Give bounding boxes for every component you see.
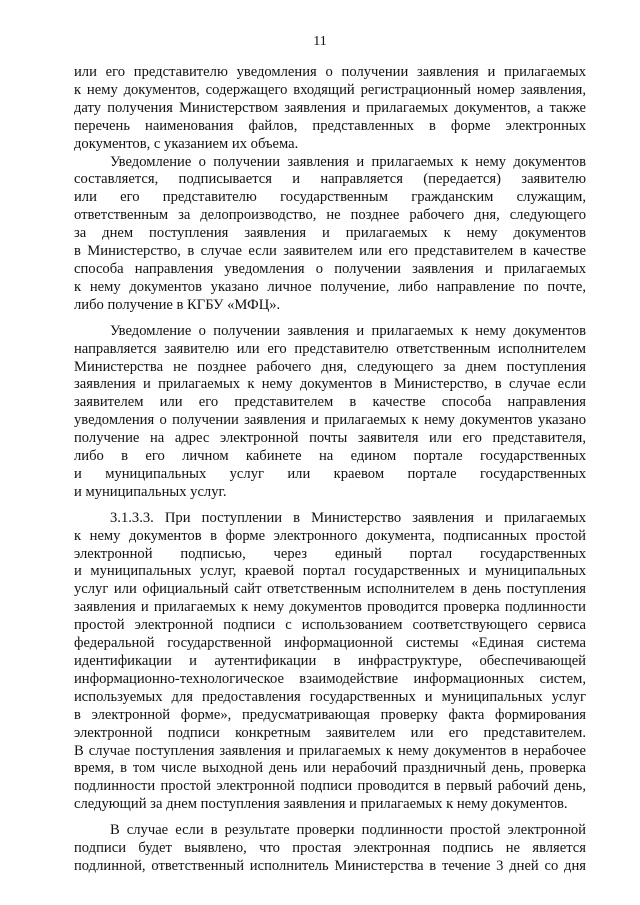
text-line: или его представителю уведомления о получении заявления и прилагаемых [74,64,586,80]
paragraph [74,510,586,814]
text-line: услуг или официальный сайт ответственным исполнителем в день поступления [74,581,586,598]
paragraph [74,154,586,315]
text-line: уведомления о получении заявления и прилагаемых к нему документов указано [74,412,586,429]
paragraph [74,323,586,502]
text-line: способа направления уведомления о получении заявления и прилагаемых [74,260,586,277]
text-line: заявителем или его представителем в качестве способа направления [74,394,586,411]
text-line: электронной подписью, через единый портал государственных [74,545,586,562]
text-line: заявления и прилагаемых к нему документов в Министерство, в случае если [74,376,586,393]
text-line: или его представителю государственным гражданским служащим, [74,189,586,206]
text-line: время, в том числе выходной день или нерабочий праздничный день, проверка [74,760,586,777]
text-line: перечень наименования файлов, представленных в форме электронных [74,117,586,134]
text-line: ответственным за делопроизводство, не позднее рабочего дня, следующего [74,207,586,224]
text-line: к нему документов в форме электронного документа, подписанных простой [74,527,586,544]
text-line: и муниципальных услуг. [74,483,227,500]
text-line: В случае если в результате проверки подлинности простой электронной [110,822,586,839]
text-line: дату получения Министерством заявления и прилагаемых документов, а также [74,99,586,116]
document-body [74,64,586,876]
text-line: и муниципальных услуг или краевом портале государственных [74,465,586,482]
text-line: электронной подписи конкретным заявителем или его представителем. [74,724,586,741]
text-line: подлинной, ответственный исполнитель Министерства в течение 3 дней со дня [74,857,586,874]
paragraph [74,822,586,876]
text-line: Уведомление о получении заявления и прилагаемых к нему документов [110,153,586,170]
text-line: направляется заявителю или его представителю ответственным исполнителем [74,340,586,357]
text-line: идентификации и аутентификации в инфраструктуре, обеспечивающей [74,653,586,669]
text-line: получение на адрес электронной почты заявителя или его представителя, [74,430,586,447]
text-line: к нему документов, содержащего входящий регистрационный номер заявления, [74,81,586,98]
paragraph [74,64,586,154]
text-line: Уведомление о получении заявления и прилагаемых к нему документов [110,322,586,339]
text-line: простой электронной подписи с использованием соответствующего сервиса [74,617,586,634]
text-line: составляется, подписывается и направляется (передается) заявителю [74,171,586,188]
text-line: к нему документов указано личное получение, либо направление по почте, [74,278,586,295]
text-line: и муниципальных услуг, краевой портал государственных и муниципальных [74,563,586,580]
text-line: в Министерство, в случае если заявителем или его представителем в качестве [74,243,586,260]
text-line: информационно-технологическое взаимодействие информационных систем, [74,670,586,687]
text-line: либо в его личном кабинете на едином портале государственных [74,448,586,465]
page-number: 11 [313,34,327,49]
text-line: заявления и прилагаемых к нему документов проводится проверка подлинности [74,599,586,616]
text-line: федеральной государственной информационной системы «Единая система [74,635,586,652]
text-line: за днем поступления заявления и прилагаемых к нему документов [74,225,586,242]
text-line: подлинности простой электронной подписи проводится в первый рабочий день, [74,778,586,795]
text-line: Министерства не позднее рабочего дня, следующего за днем поступления [74,358,586,375]
text-line: подписи будет выявлено, что простая электронная подпись не является [74,840,586,857]
text-line: документов, с указанием их объема. [74,135,299,152]
text-line: используемых для предоставления государственных и муниципальных услуг [74,688,586,705]
text-line: в электронной форме», предусматривающая проверку факта формирования [74,706,586,723]
text-line: В случае поступления заявления и прилагаемых к нему документов в нерабочее [74,742,586,759]
text-line: 3.1.3.3. При поступлении в Министерство заявления и прилагаемых [110,509,586,526]
text-line: следующий за днем поступления заявления и прилагаемых к нему документов. [74,796,568,813]
text-line: либо получение в КГБУ «МФЦ». [74,296,281,313]
